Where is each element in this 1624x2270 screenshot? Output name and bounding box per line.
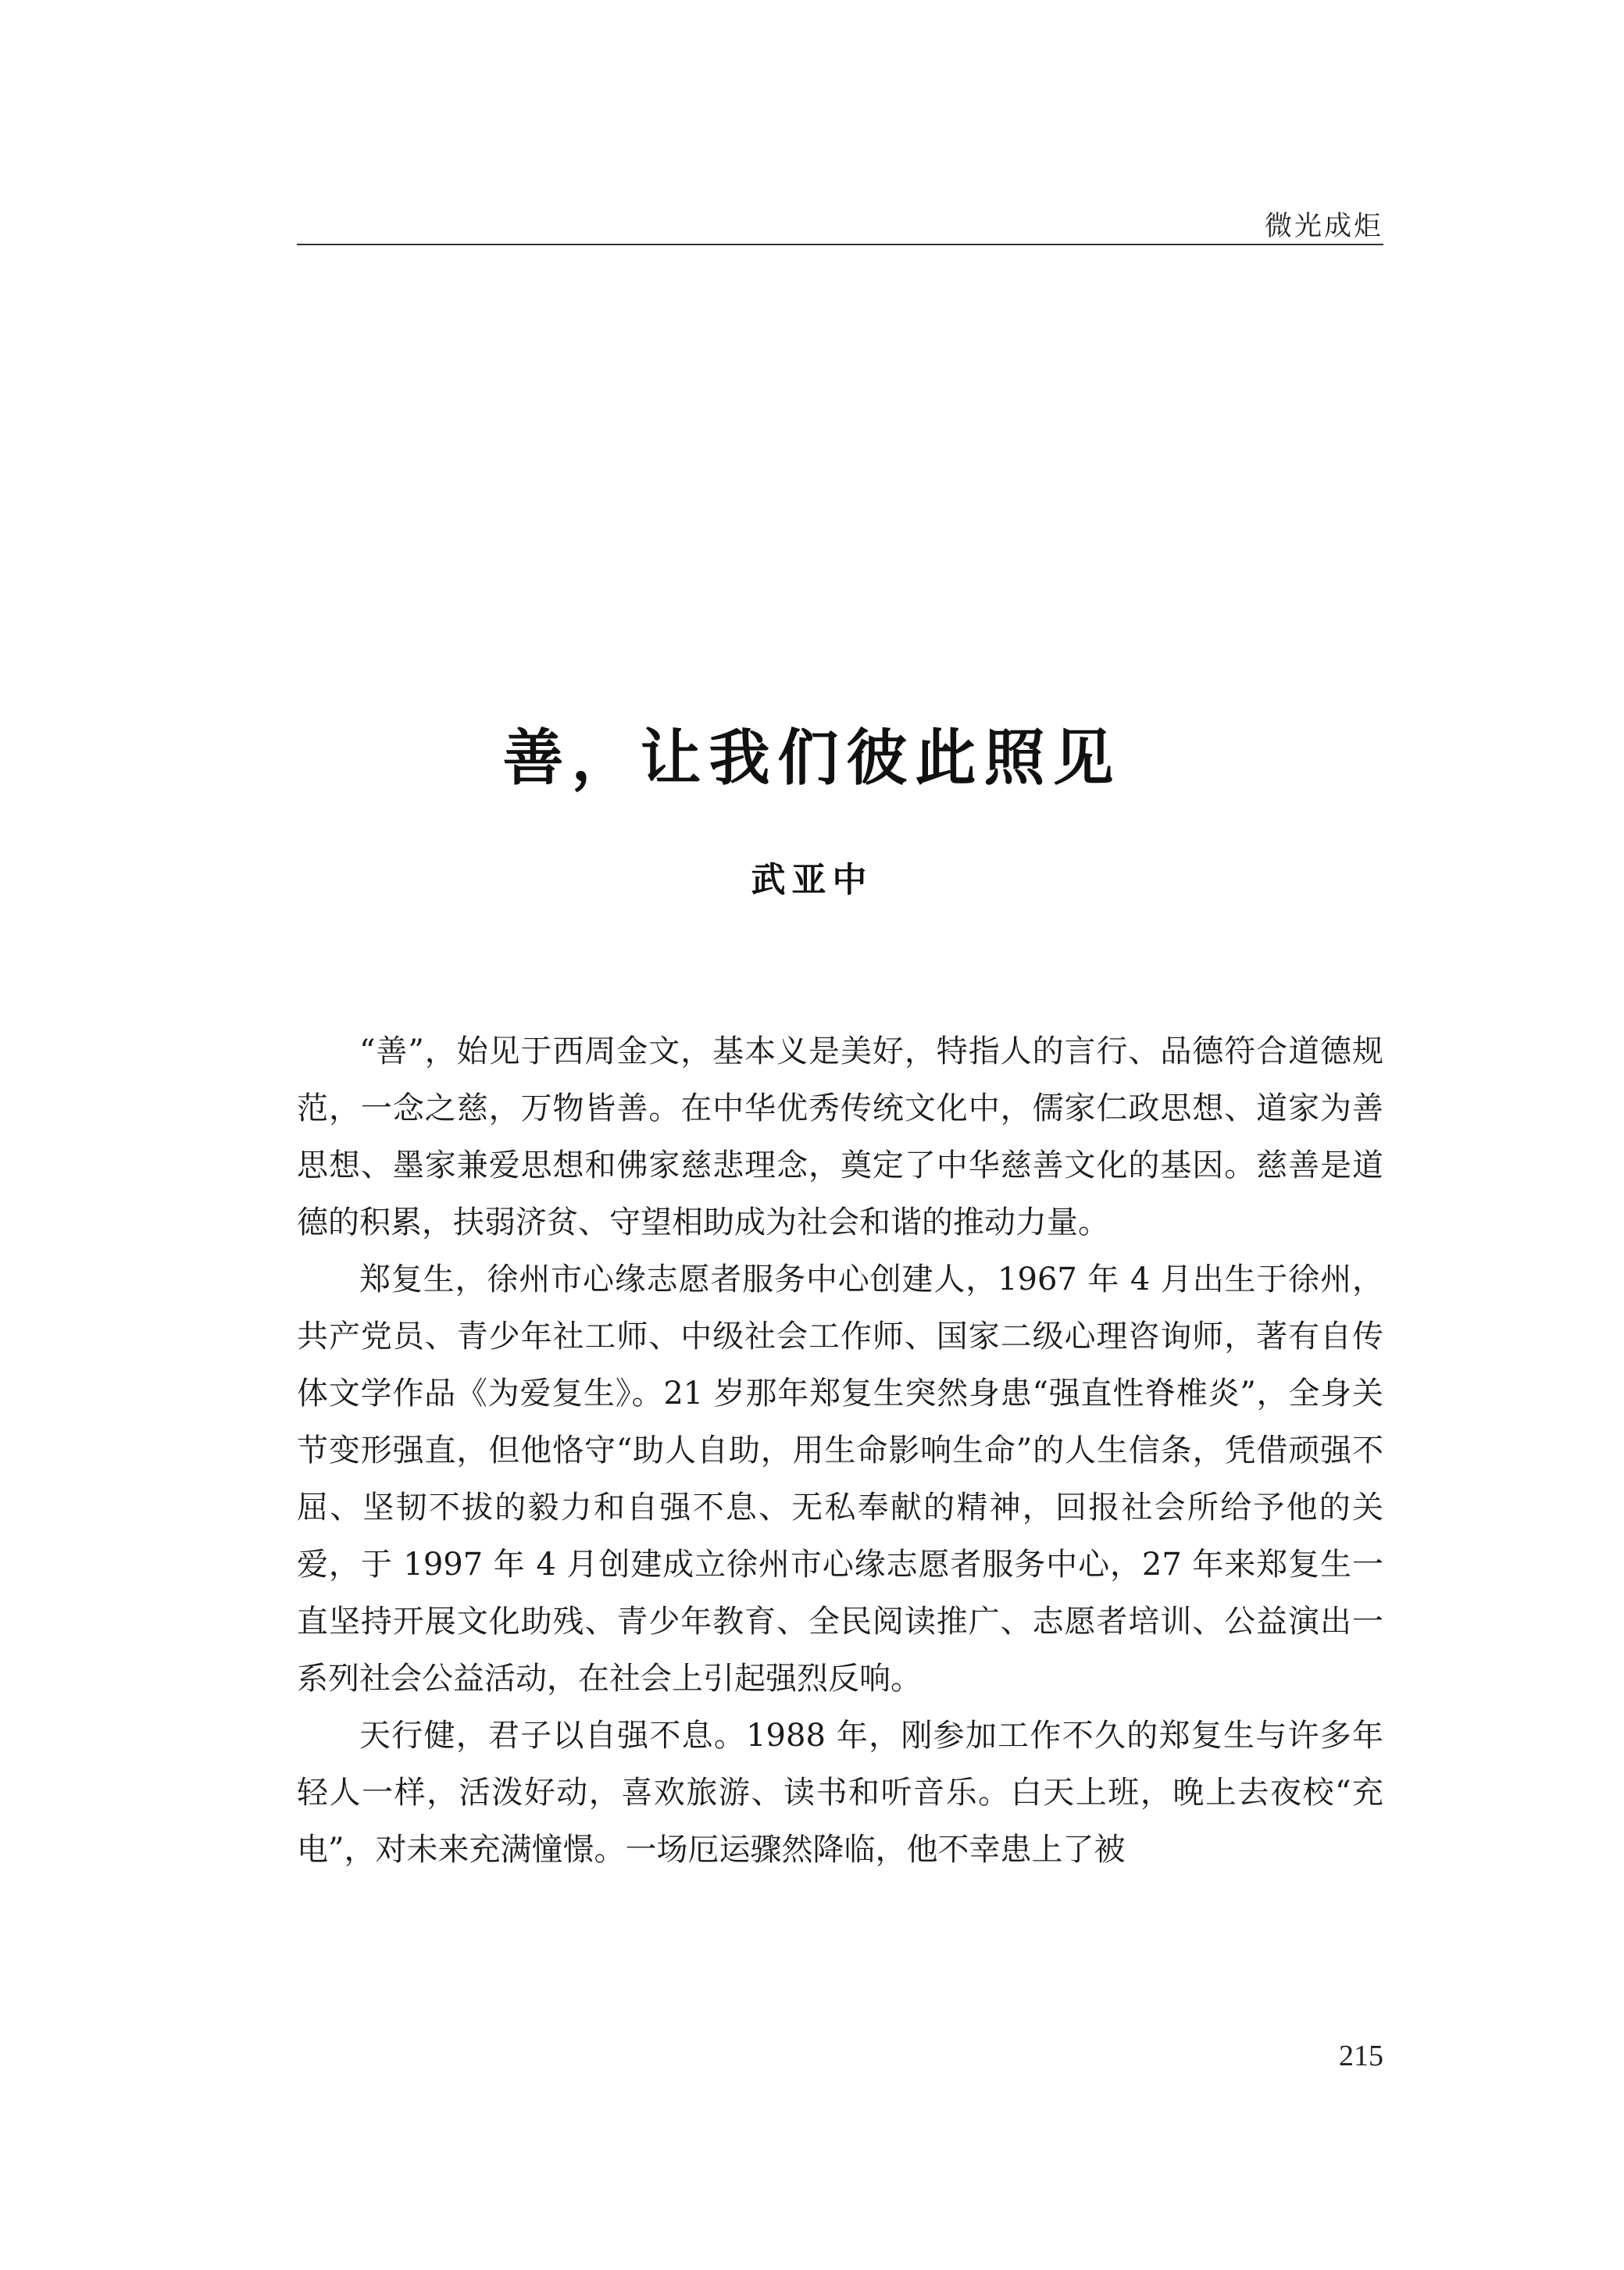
header-divider [297,244,1383,245]
body-paragraph: “善”，始见于西周金文，基本义是美好，特指人的言行、品德符合道德规范，一念之慈，万物皆善。在中华优秀传统文化中，儒家仁政思想、道家为善思想、墨家兼爱思想和佛家慈悲理念，奠定了中华慈善文化的基因。慈善是道德的积累，扶弱济贫、守望相助成为社会和谐的推动力量。 [297,1033,1383,1240]
body-paragraph: 天行健，君子以自强不息。1988 年，刚参加工作不久的郑复生与许多年轻人一样，活泼好动，喜欢旅游、读书和听音乐。白天上班，晚上去夜校“充电”，对未来充满憧憬。一场厄运骤然降临，他不幸患上了被 [297,1718,1383,1868]
page-number: 215 [1339,2040,1383,2072]
article-title: 善，让我们彼此照见 [502,723,1122,794]
article-body [297,1023,1383,1879]
article-author: 武亚中 [751,860,873,900]
running-header: 微光成炬 [1264,211,1383,242]
body-paragraph: 郑复生，徐州市心缘志愿者服务中心创建人，1967 年 4 月出生于徐州，共产党员、青少年社工师、中级社会工作师、国家二级心理咨询师，著有自传体文学作品《为爱复生》。21 岁那年郑复生突然身患“强直性脊椎炎”，全身关节变形强直，但他恪守“助人自助，用生命影响生命”的人生信条，凭借顽强不屈、坚韧不拔的毅力和自强不息、无私奉献的精神，回报社会所给予他的关爱，于 1997 年 4 月创建成立徐州市心缘志愿者服务中心，27 年来郑复生一直坚持开展文化助残、青少年教育、全民阅读推广、志愿者培训、公益演出一系列社会公益活动，在社会上引起强烈反响。 [297,1262,1383,1697]
